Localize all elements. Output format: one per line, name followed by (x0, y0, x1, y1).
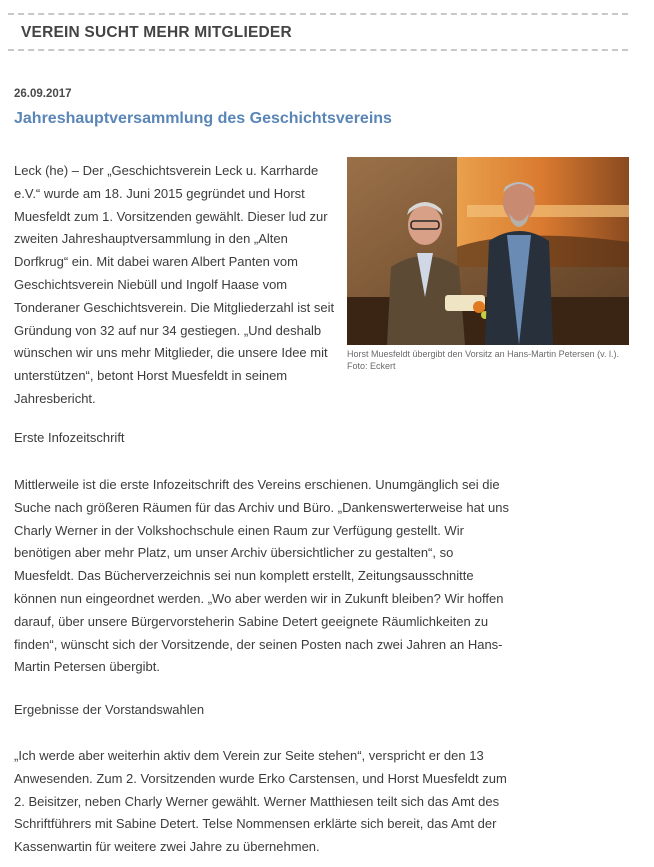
subheading-vorstandswahlen: Ergebnisse der Vorstandswahlen (14, 702, 205, 717)
article-paragraph-3: „Ich werde aber weiterhin aktiv dem Verein zur Seite stehen“, verspricht er den 13 Anwesenden. Zum 2. Vorsitzenden wurde Erko Carstensen, und Horst Muesfeldt zum 2. Beisitzer, neben Charly Werner gewählt. Werner Matthiesen teilt sich das Amt des Schriftführers mit Sabine Detert. Telse Nommensen erklärte sich bereit, das Amt der Kassenwartin für weitere zwei Jahre zu übernehmen. (14, 748, 507, 855)
section-header (8, 13, 628, 51)
article-date: 26.09.2017 (14, 88, 72, 100)
article-intro: Leck (he) – Der „Geschichtsverein Leck u. Karrharde e.V.“ wurde am 18. Juni 2015 gegründet und Horst Muesfeldt zum 1. Vorsitzenden gewählt. Dieser lud zur zweiten Jahreshauptversammlung in den „Alten Dorfkrug“ ein. Mit dabei waren Albert Panten vom Geschichtsverein Niebüll und Ingolf Haase vom Tonderaner Geschichtsverein. Die Mitgliederzahl ist seit Gründung von 32 auf nur 34 gestiegen. „Und deshalb wünschen wir uns mehr Mitglieder, die unsere Idee mit unterstützen“, betont Horst Muesfeldt in seinem Jahresbericht. (14, 163, 335, 406)
photo-illustration (347, 157, 629, 345)
article-paragraph-2: Mittlerweile ist die erste Infozeitschrift des Vereins erschienen. Unumgänglich sei die Suche nach größeren Räumen für das Archiv und Büro. „Dankenswerterweise hat uns Charly Werner in der Volkshochschule einen Raum zur Verfügung gestellt. Wir benötigen aber mehr Platz, um unser Archiv übersichtlicher zu gestalten“, so Muesfeldt. Das Bücherverzeichnis sei nun komplett erstellt, Zeitungsausschnitte können nun eingeordnet werden. „Wo aber werden wir in Zukunft bleiben? Wir hoffen darauf, über unsere Bürgervorsteherin Sabine Detert geeignete Räumlichkeiten zu finden“, wünscht sich der Vorsitzende, der seinen Posten nach zwei Jahren an Hans-Martin Petersen übergibt. (14, 477, 509, 675)
article-figure (347, 157, 629, 372)
section-title: VEREIN SUCHT MEHR MITGLIEDER (21, 24, 292, 41)
article-photo (347, 157, 629, 345)
article-title[interactable]: Jahreshauptversammlung des Geschichtsvereins (14, 110, 392, 127)
photo-caption: Horst Muesfeldt übergibt den Vorsitz an Hans-Martin Petersen (v. l.). Foto: Eckert (347, 349, 619, 371)
subheading-infozeitschrift: Erste Infozeitschrift (14, 430, 125, 445)
